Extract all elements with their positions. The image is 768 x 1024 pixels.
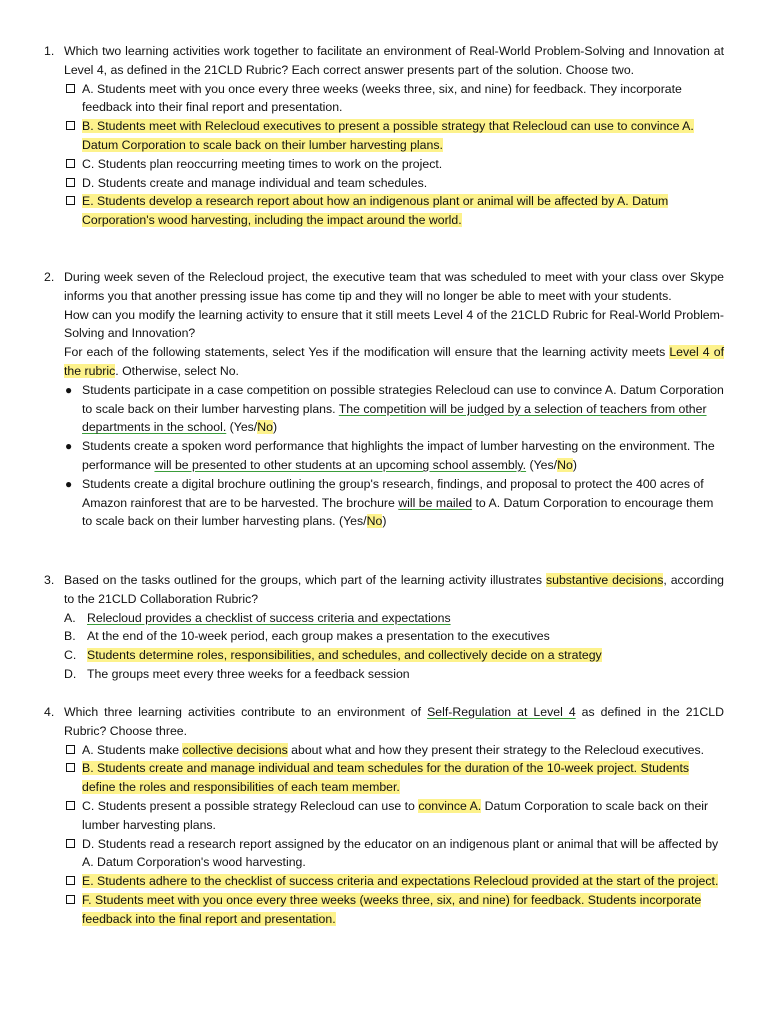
- text-span: ): [382, 514, 387, 529]
- statement-list: [64, 381, 724, 531]
- option-b[interactable]: [64, 117, 724, 155]
- text-span: For each of the following statements, select Yes if the modification will ensure that the learning activity meets: [64, 345, 670, 360]
- text-span: , according to the 21CLD Collaboration Rubric?: [64, 573, 725, 606]
- checkbox[interactable]: [66, 763, 75, 772]
- text-span: ): [572, 457, 577, 472]
- text-span: Based on the tasks outlined for the groups, which part of the learning activity illustrates: [64, 573, 546, 587]
- underlined-text: will be mailed: [398, 495, 473, 510]
- checkbox[interactable]: [66, 801, 75, 810]
- option-text: E. Students develop a research report about how an indigenous plant or animal will be affected by A. Datum Corporation's wood harvesting, including the impact around the world.: [82, 194, 669, 228]
- option-letter: D.: [64, 666, 77, 681]
- checkbox[interactable]: [66, 745, 75, 754]
- option-a[interactable]: [64, 80, 724, 118]
- option-d[interactable]: [64, 835, 724, 873]
- option-text: E. Students adhere to the checklist of success criteria and expectations Relecloud provided at the start of the project.: [82, 874, 719, 889]
- answer-no: No: [557, 457, 573, 472]
- underlined-text: will be presented to other students at an upcoming school assembly.: [154, 457, 527, 472]
- option-d[interactable]: [64, 665, 724, 684]
- highlight: substantive decisions: [545, 573, 664, 587]
- bullet-icon: ●: [65, 476, 73, 491]
- text-span: (Yes/: [335, 514, 367, 529]
- text-span: Students participate in a case competition on possible strategies Relecloud can use to convince A. Datum Corporation to scale back on their lumber harvesting plans.: [82, 382, 724, 416]
- answer-no: No: [366, 514, 383, 529]
- option-b[interactable]: [64, 627, 724, 646]
- option-list: [64, 609, 724, 684]
- question-text: [64, 703, 724, 741]
- option-e[interactable]: [64, 192, 724, 230]
- text-span: Students create a spoken word performance that highlights the impact of lumber harvesting on the environment. The performance: [82, 439, 715, 472]
- option-text: Students determine roles, responsibilities, and schedules, and collectively decide on a strategy: [87, 648, 602, 663]
- text-span: Which three learning activities contribute to an environment of: [64, 705, 428, 719]
- option-letter: A.: [64, 610, 76, 625]
- option-text: The groups meet every three weeks for a feedback session: [87, 666, 410, 681]
- question-number: 3.: [44, 573, 55, 587]
- option-b[interactable]: [64, 759, 724, 797]
- checkbox[interactable]: [66, 196, 75, 205]
- highlight: collective decisions: [182, 742, 288, 757]
- question-text: During week seven of the Relecloud project, the executive team that was scheduled to meet with your class over Skype informs you that another pressing issue has come tip and they will no longer be able to meet with your students.: [64, 270, 724, 303]
- bullet-icon: ●: [65, 382, 73, 397]
- option-text: D. Students read a research report assigned by the educator on an indigenous plant or animal that will be affected by A. Datum Corporation's wood harvesting.: [82, 836, 719, 870]
- checkbox[interactable]: [66, 84, 75, 93]
- option-a[interactable]: [64, 741, 724, 760]
- option-text: B. Students meet with Relecloud executives to present a possible strategy that Relecloud can use to convince A. Datum Corporation to scale back on their lumber harvesting plans.: [82, 119, 694, 152]
- underlined-text: The competition will be judged by a selection of teachers from other departments in the school.: [82, 401, 707, 435]
- statement-3: [64, 475, 724, 531]
- option-letter: B.: [64, 629, 76, 644]
- text-span: Datum Corporation to scale back on their lumber harvesting plans.: [82, 798, 709, 832]
- question-instructions: [64, 343, 724, 381]
- checkbox[interactable]: [66, 178, 75, 187]
- checkbox[interactable]: [66, 876, 75, 885]
- text-span: to A. Datum Corporation to encourage them to scale back on their lumber harvesting plans.: [82, 495, 714, 529]
- text-span: C. Students present a possible strategy Relecloud can use to: [82, 798, 419, 813]
- bullet-icon: ●: [65, 439, 73, 454]
- option-d[interactable]: [64, 174, 724, 193]
- checkbox[interactable]: [66, 159, 75, 168]
- option-list: [64, 741, 724, 929]
- option-text: F. Students meet with you once every three weeks (weeks three, six, and nine) for feedback. Students incorporate feedback into the final report and presentation.: [82, 892, 702, 926]
- question-1: [44, 42, 724, 230]
- question-4: [44, 703, 724, 929]
- question-subtext: How can you modify the learning activity to ensure that it still meets Level 4 of the 21CLD Rubric for Real-World Problem-Solving and Innovation?: [64, 307, 724, 341]
- question-text: Which two learning activities work together to facilitate an environment of Real-World Problem-Solving and Innovation at Level 4, as defined in the 21CLD Rubric? Each correct answer presents part of the solution. Choose two.: [64, 44, 724, 77]
- option-f[interactable]: [64, 891, 724, 929]
- checkbox[interactable]: [66, 839, 75, 848]
- text-span: as defined in the 21CLD Rubric? Choose three.: [64, 705, 724, 738]
- checkbox[interactable]: [66, 895, 75, 904]
- option-c[interactable]: [64, 155, 724, 174]
- highlight: convince A.: [418, 798, 482, 813]
- option-c[interactable]: [64, 797, 724, 835]
- option-e[interactable]: [64, 872, 724, 891]
- text-span: (Yes/: [226, 420, 258, 435]
- text-span: (Yes/: [526, 457, 558, 472]
- option-text: C. Students plan reoccurring meeting times to work on the project.: [82, 156, 443, 171]
- answer-no: No: [257, 420, 273, 435]
- question-number: 1.: [44, 44, 55, 58]
- question-3: [44, 571, 724, 684]
- option-text: A. Students meet with you once every three weeks (weeks three, six, and nine) for feedback. They incorporate feedback into their final report and presentation.: [82, 81, 682, 115]
- text-span: about what and how they present their strategy to the Relecloud executives.: [287, 742, 705, 757]
- option-letter: C.: [64, 648, 77, 663]
- question-number: 2.: [44, 270, 55, 284]
- option-text: D. Students create and manage individual and team schedules.: [82, 175, 428, 190]
- question-number: 4.: [44, 705, 55, 719]
- question-2: [44, 268, 724, 531]
- text-span: ): [272, 420, 278, 435]
- question-text: [64, 571, 724, 609]
- text-span: A. Students make: [82, 742, 183, 757]
- option-text: At the end of the 10-week period, each group makes a presentation to the executives: [87, 629, 550, 644]
- option-a[interactable]: [64, 609, 724, 628]
- option-text: Relecloud provides a checklist of success criteria and expectations: [87, 610, 451, 625]
- checkbox[interactable]: [66, 121, 75, 130]
- statement-1: [64, 381, 724, 437]
- text-span: Students create a digital brochure outlining the group's research, findings, and proposal to protect the 400 acres of Amazon rainforest that are to be harvested. The brochure: [82, 476, 704, 510]
- statement-2: [64, 437, 724, 475]
- highlight: Level 4 of the rubric: [64, 345, 724, 378]
- option-text: B. Students create and manage individual and team schedules for the duration of the 10-week project. Students define the roles and responsibilities of each team member.: [82, 761, 690, 795]
- underlined-text: Self-Regulation at Level 4: [427, 705, 576, 719]
- option-c[interactable]: [64, 646, 724, 665]
- text-span: . Otherwise, select No.: [115, 363, 239, 378]
- option-list: [64, 80, 724, 230]
